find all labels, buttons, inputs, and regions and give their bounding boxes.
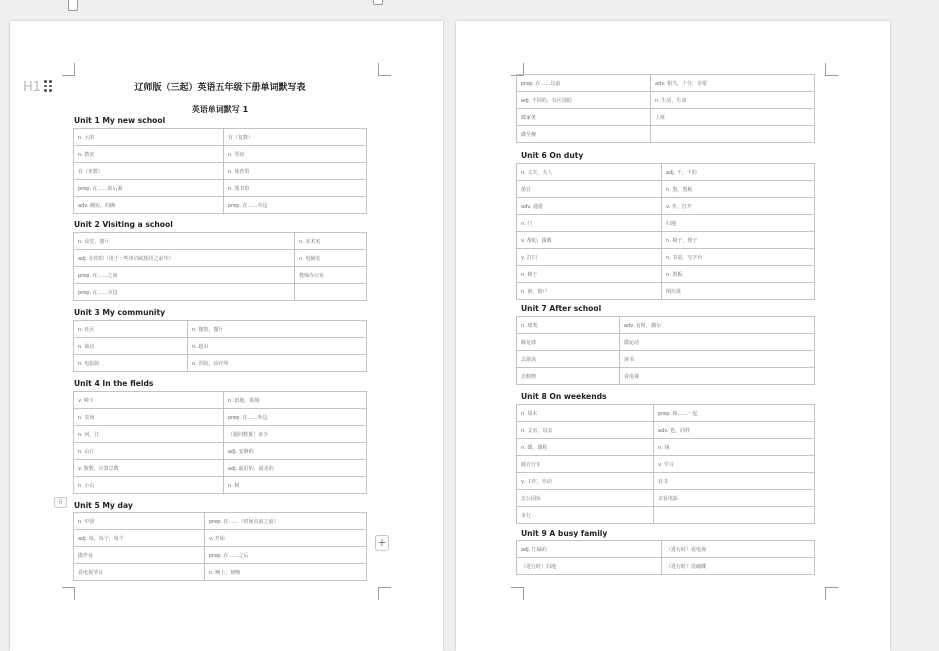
table-cell[interactable]: adj. 最好的，最美的: [224, 460, 367, 477]
table-cell[interactable]: n. 电影院: [74, 355, 188, 372]
margin-corner-mark: [378, 63, 391, 76]
table-cell[interactable]: [295, 284, 367, 301]
table-cell[interactable]: adv. 相当，十分，非常: [651, 75, 815, 92]
table-cell[interactable]: 去游泳: [517, 351, 620, 368]
table-cell[interactable]: v. 工作，劳动: [517, 473, 654, 490]
table-cell[interactable]: n. 椅子，凳子: [662, 232, 815, 249]
table-cell[interactable]: v. 开始: [205, 530, 367, 547]
table-row: [517, 164, 815, 181]
table-cell[interactable]: 步行: [517, 507, 654, 524]
table-cell[interactable]: 去购物: [517, 368, 620, 385]
unit-heading: Unit 5 My day: [74, 501, 133, 510]
vocab-table: [73, 128, 367, 214]
table-row: [517, 473, 815, 490]
unit-heading: Unit 2 Visiting a school: [74, 220, 173, 229]
table-cell[interactable]: n. 窗，窗户: [517, 283, 662, 300]
ruler-marker-icon[interactable]: [373, 0, 383, 5]
table-row: [517, 92, 815, 109]
table-cell[interactable]: n. 晚上，傍晚: [205, 564, 367, 581]
vocab-table: [73, 391, 367, 494]
table-cell[interactable]: v. 种下: [74, 392, 224, 409]
table-cell[interactable]: n. 河，江: [74, 426, 224, 443]
unit-heading: Unit 1 My new school: [74, 116, 166, 125]
unit-heading: Unit 7 After school: [521, 304, 602, 313]
table-row: [517, 198, 815, 215]
table-row: [517, 368, 815, 385]
table-cell[interactable]: n. 小山: [74, 477, 224, 494]
table-cell[interactable]: 骑自行车: [517, 456, 654, 473]
table-cell[interactable]: prep. 在……旁边: [224, 197, 367, 214]
table-cell[interactable]: 做作业: [74, 547, 205, 564]
table-row: [74, 460, 367, 477]
table-cell[interactable]: adv. 通常: [517, 198, 662, 215]
table-row: [517, 215, 815, 232]
table-cell[interactable]: adj. 干，干的: [662, 164, 815, 181]
table-cell[interactable]: n. 美术室: [295, 233, 367, 250]
table-cell[interactable]: （进行时）扫地: [517, 558, 662, 575]
table-cell[interactable]: n. 门: [517, 215, 662, 232]
unit-heading: Unit 6 On duty: [521, 151, 584, 160]
table-cell[interactable]: adv. 有时，偶尔: [620, 317, 815, 334]
table-cell[interactable]: n. 超市: [188, 338, 367, 355]
table-cell[interactable]: 扫地: [662, 215, 815, 232]
vocab-table: [73, 232, 367, 301]
table-cell[interactable]: prep. 在……外边: [224, 409, 367, 426]
table-row: [74, 477, 367, 494]
document-subtitle: 英语单词默写 1: [191, 105, 249, 114]
table-row: [517, 283, 815, 300]
table-cell[interactable]: 有（单数）: [74, 163, 224, 180]
unit-heading: Unit 8 On weekends: [521, 392, 607, 401]
margin-corner-mark: [62, 587, 75, 600]
table-row: [74, 355, 367, 372]
table-cell[interactable]: prep. 和……一起: [654, 405, 815, 422]
table-cell[interactable]: 值日: [517, 181, 662, 198]
table-cell[interactable]: n. 琴房: [224, 146, 367, 163]
table-cell[interactable]: n. 图书馆: [224, 180, 367, 197]
vocab-table: [516, 540, 815, 575]
table-cell[interactable]: n. 山丘: [74, 443, 224, 460]
table-cell[interactable]: n. 体育馆: [224, 163, 367, 180]
vocab-table: [73, 320, 367, 372]
table-cell[interactable]: 上班: [651, 109, 815, 126]
table-cell[interactable]: v. 学习: [654, 456, 815, 473]
margin-corner-mark: [825, 587, 838, 600]
table-row: [74, 513, 367, 530]
table-cell[interactable]: adj. 每，每个，每个: [74, 530, 205, 547]
table-row: [517, 75, 815, 92]
table-row: [74, 547, 367, 564]
table-cell[interactable]: v. 打扫: [517, 249, 662, 266]
table-cell[interactable]: n. 父亲，母亲: [517, 422, 654, 439]
vocab-table: [516, 316, 815, 385]
table-cell[interactable]: n. 椅子: [517, 266, 662, 283]
table-row: [74, 530, 367, 547]
table-cell[interactable]: n. 教室: [74, 146, 224, 163]
table-cell[interactable]: v. 帮助，援救: [517, 232, 662, 249]
table-cell[interactable]: n. 黑板: [662, 266, 815, 283]
table-row: [517, 422, 815, 439]
table-cell[interactable]: adj. 忙碌的: [517, 541, 662, 558]
table-cell[interactable]: n. 钱: [654, 439, 815, 456]
table-cell[interactable]: 踢足球: [517, 334, 620, 351]
table-cell[interactable]: 看电视节目: [74, 564, 205, 581]
table-cell[interactable]: adj. 在你的（用于一些单词或短语之前中）: [74, 250, 295, 267]
table-row: [74, 163, 367, 180]
table-row: [517, 456, 815, 473]
table-row: [517, 507, 815, 524]
table-row: [74, 392, 367, 409]
table-row: [74, 197, 367, 214]
table-cell[interactable]: （进行时）看电视: [662, 541, 815, 558]
heading-style-icon[interactable]: H1: [23, 80, 42, 95]
table-cell[interactable]: n. 黑，黑板: [662, 181, 815, 198]
table-cell[interactable]: v. 数数，计算总数: [74, 460, 224, 477]
table-cell[interactable]: n. 社区: [74, 321, 188, 338]
table-cell[interactable]: n. 电脑室: [295, 250, 367, 267]
table-cell[interactable]: n. 大的: [74, 129, 224, 146]
table-row: [74, 426, 367, 443]
vocab-table-continued: [516, 74, 815, 143]
table-cell[interactable]: n. 田地，领域: [224, 392, 367, 409]
table-cell[interactable]: prep. 在……旁边: [74, 284, 295, 301]
table-cell[interactable]: n. 农场: [74, 409, 224, 426]
table-row: [517, 181, 815, 198]
table-cell[interactable]: adj. 安静的: [224, 443, 367, 460]
table-cell[interactable]: adv. 确实，的确: [74, 197, 224, 214]
table-row: [74, 180, 367, 197]
table-move-handle-icon[interactable]: ⠿: [54, 497, 67, 508]
margin-corner-mark: [378, 587, 391, 600]
table-cell[interactable]: 做运动: [620, 334, 815, 351]
table-row: [517, 351, 815, 368]
table-row: [74, 267, 367, 284]
table-cell[interactable]: 看书: [654, 473, 815, 490]
table-row: [74, 321, 367, 338]
table-cell[interactable]: 做早操: [517, 126, 651, 143]
table-cell[interactable]: n. 课，课程: [517, 439, 654, 456]
margin-corner-mark: [62, 63, 75, 76]
table-cell[interactable]: n. 食堂，餐厅: [74, 233, 295, 250]
unit-heading: Unit 3 My community: [74, 308, 166, 317]
table-row: [517, 405, 815, 422]
table-cell[interactable]: n. 丈夫，夫人: [517, 164, 662, 181]
table-row: [74, 250, 367, 267]
add-row-button[interactable]: +: [375, 535, 389, 551]
table-cell[interactable]: n. 商店: [74, 338, 188, 355]
table-row: [517, 232, 815, 249]
table-cell[interactable]: n. 球类: [517, 317, 620, 334]
table-row: [517, 439, 815, 456]
table-cell[interactable]: n. 周末: [517, 405, 654, 422]
margin-corner-mark: [825, 63, 838, 76]
table-cell[interactable]: 做家务: [517, 109, 651, 126]
table-row: [517, 334, 815, 351]
table-cell[interactable]: prep. 在……之后: [205, 547, 367, 564]
table-cell[interactable]: 有（复数）: [224, 129, 367, 146]
table-cell[interactable]: adv. 也，同样: [654, 422, 815, 439]
drag-handle-icon[interactable]: [44, 80, 53, 92]
table-row: [74, 443, 367, 460]
table-cell[interactable]: 去公园玩: [517, 490, 654, 507]
unit-heading: Unit 9 A busy family: [521, 529, 608, 538]
table-cell[interactable]: n. 餐馆，餐厅: [188, 321, 367, 338]
vocab-table: [516, 163, 815, 300]
table-cell[interactable]: 去看电影: [654, 490, 815, 507]
table-cell[interactable]: prep. 在……以前: [517, 75, 651, 92]
table-cell[interactable]: adj. 不同的，有区别的: [517, 92, 651, 109]
table-cell[interactable]: [651, 126, 815, 143]
table-row: [517, 249, 815, 266]
table-cell[interactable]: n. 中国: [74, 513, 205, 530]
table-row: [74, 564, 367, 581]
vocab-table: [73, 512, 367, 581]
table-row: [517, 317, 815, 334]
table-cell[interactable]: n. 树: [224, 477, 367, 494]
table-cell[interactable]: [654, 507, 815, 524]
table-cell[interactable]: n. 医院，诊疗所: [188, 355, 367, 372]
document-page-1: [10, 21, 443, 651]
table-cell[interactable]: 读书: [620, 351, 815, 368]
table-cell[interactable]: 看电视: [620, 368, 815, 385]
table-cell[interactable]: prep. 在……之间: [74, 267, 295, 284]
table-row: [517, 541, 815, 558]
margin-corner-mark: [511, 587, 524, 600]
unit-heading: Unit 4 In the fields: [74, 379, 154, 388]
table-row: [74, 129, 367, 146]
document-page-2: [456, 21, 890, 651]
table-cell[interactable]: 倒垃圾: [662, 283, 815, 300]
table-row: [517, 266, 815, 283]
table-row: [74, 233, 367, 250]
vocab-table: [516, 404, 815, 524]
table-cell[interactable]: 教师办公室: [295, 267, 367, 284]
table-row: [74, 284, 367, 301]
table-row: [517, 558, 815, 575]
document-title: 辽师版（三起）英语五年级下册单词默写表: [134, 83, 306, 93]
ruler-marker-icon[interactable]: [68, 0, 78, 11]
table-cell[interactable]: n. 生活，生命: [651, 92, 815, 109]
table-cell[interactable]: （进行时）洗碗碟: [662, 558, 815, 575]
table-cell[interactable]: prep. 在……（时间点前之前）: [205, 513, 367, 530]
table-cell[interactable]: （提问数量）多少: [224, 426, 367, 443]
table-row: [517, 490, 815, 507]
table-cell[interactable]: v. 开，打开: [662, 198, 815, 215]
table-row: [517, 109, 815, 126]
table-row: [74, 146, 367, 163]
table-row: [74, 338, 367, 355]
table-cell[interactable]: prep. 在……的后面: [74, 180, 224, 197]
table-row: [74, 409, 367, 426]
table-row: [517, 126, 815, 143]
table-cell[interactable]: n. 书桌，写字台: [662, 249, 815, 266]
